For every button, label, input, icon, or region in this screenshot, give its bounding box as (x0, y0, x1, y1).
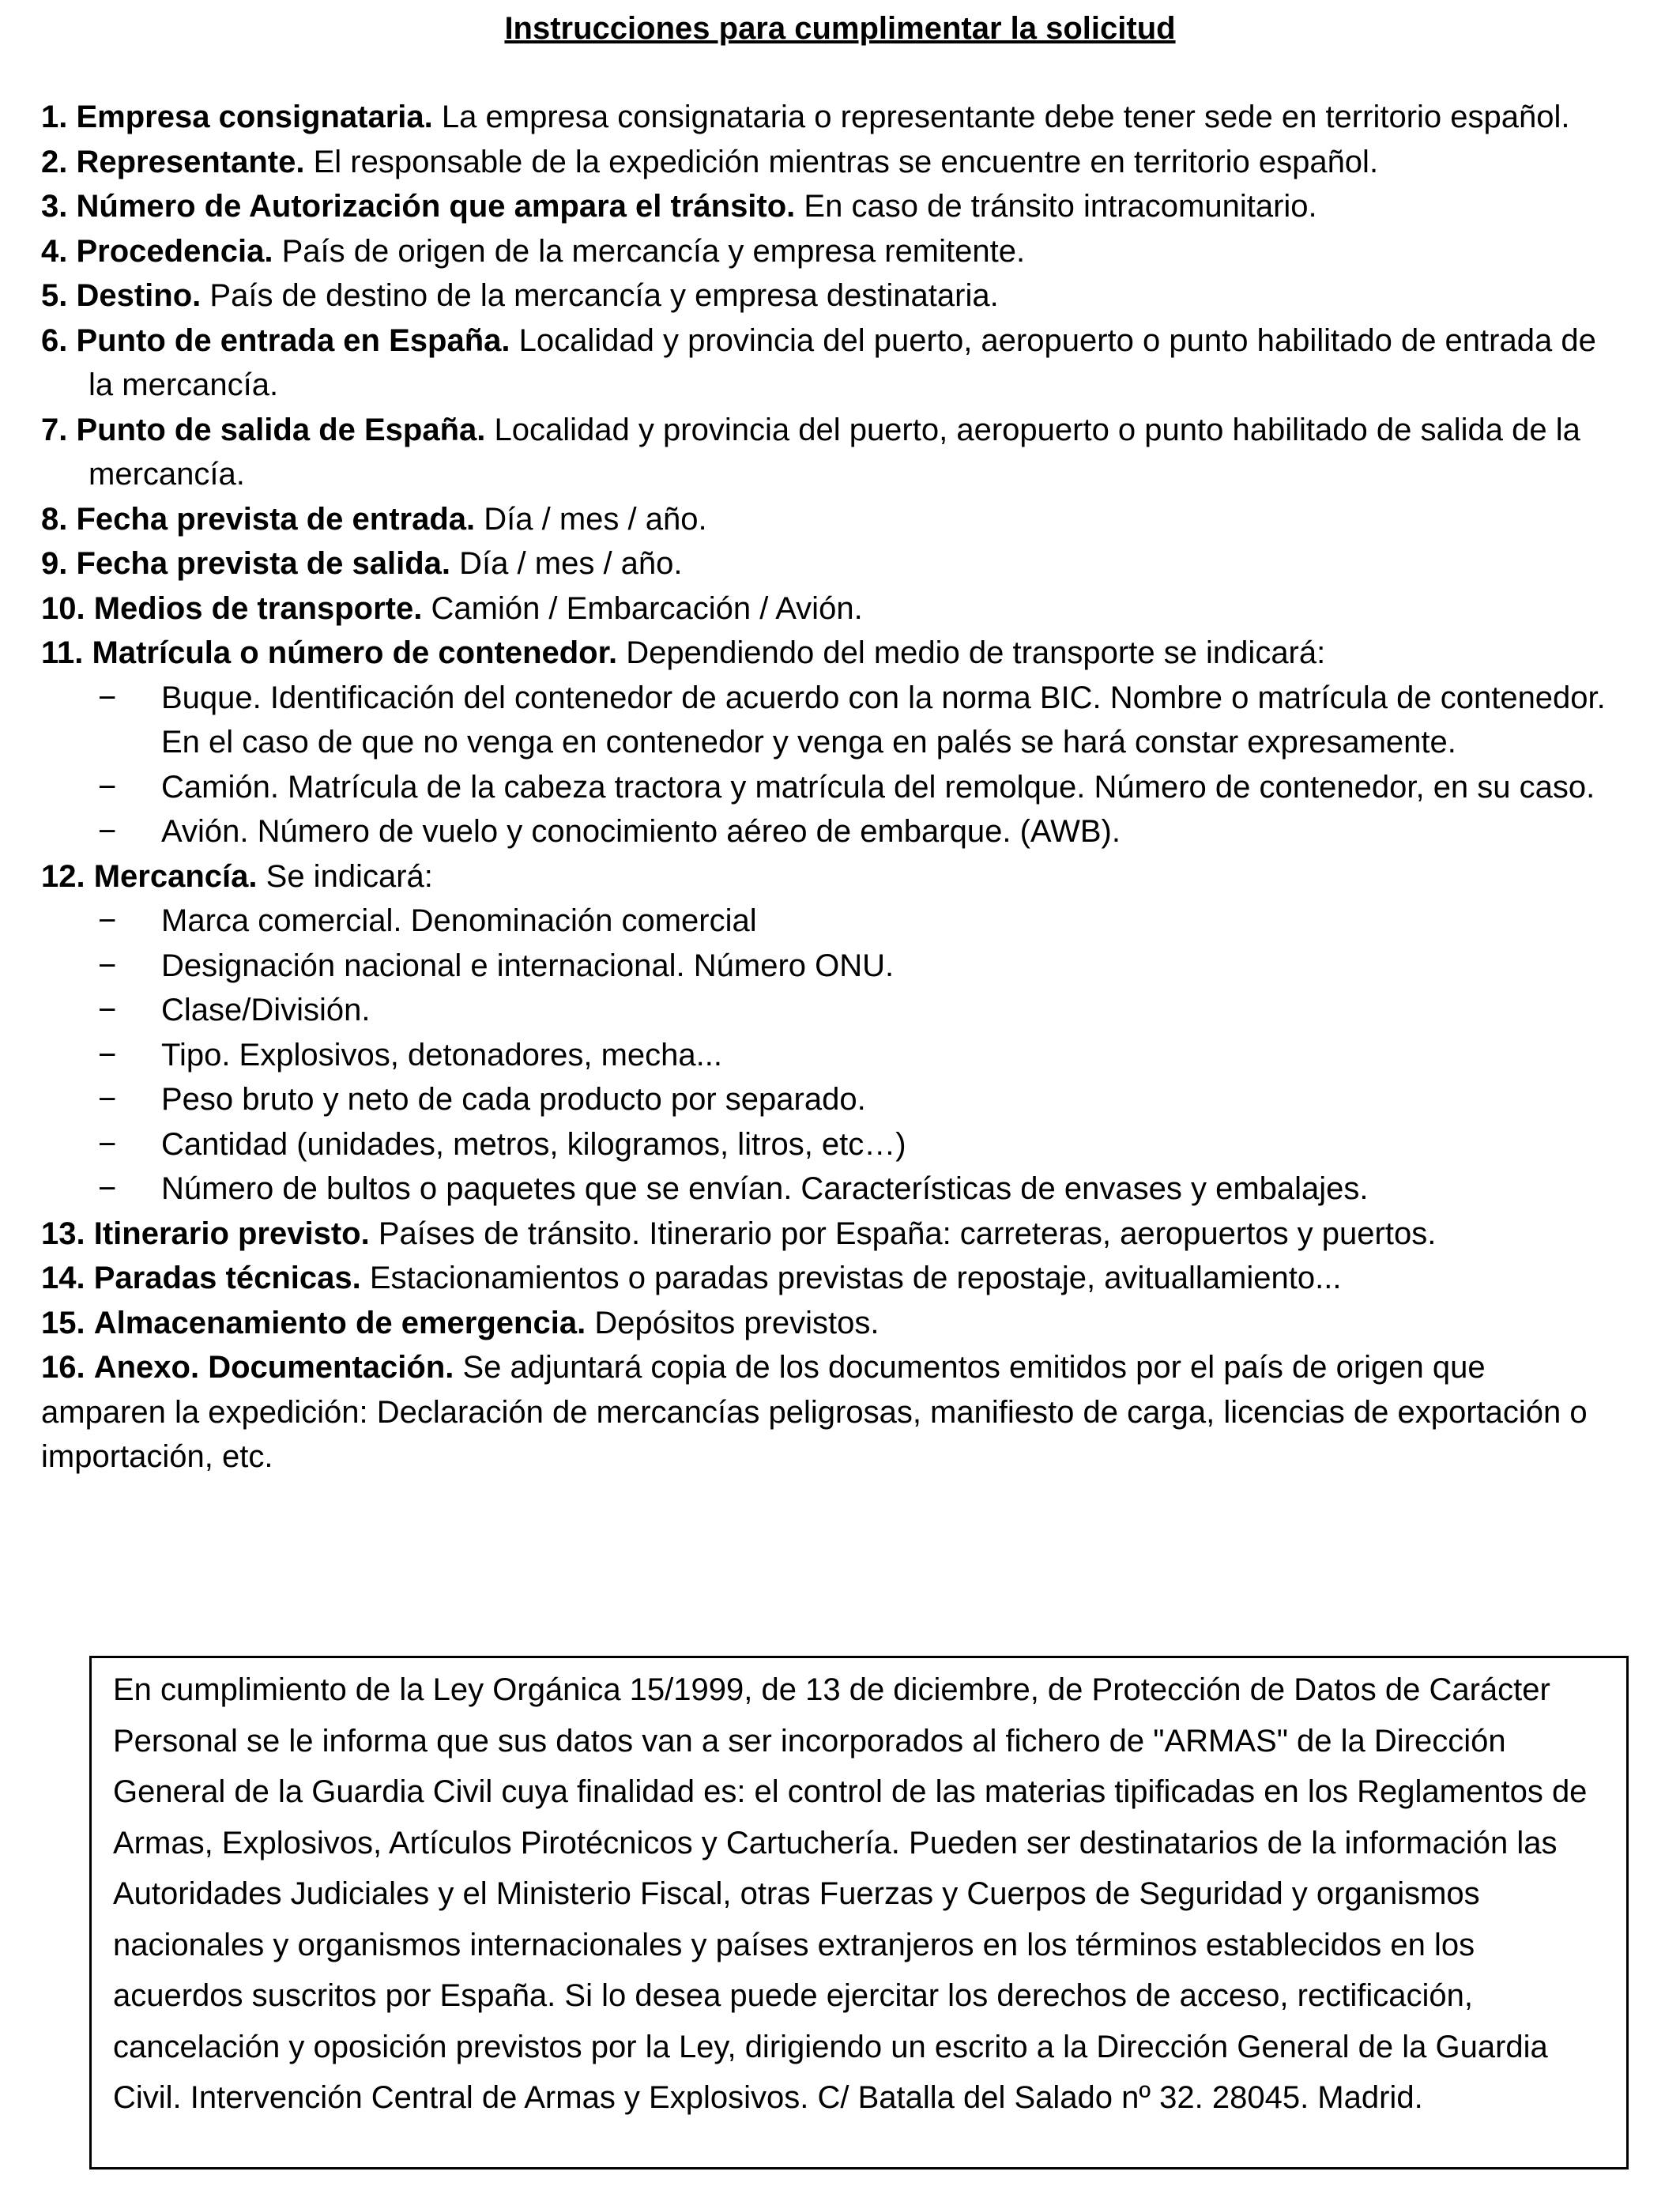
dash-bullet: − (98, 1126, 117, 1162)
sub-item (41, 1122, 1614, 1167)
dash-bullet: − (98, 1037, 117, 1072)
list-item (41, 95, 1614, 140)
sub-item (41, 1167, 1614, 1212)
item-heading: Matrícula o número de contenedor. (92, 635, 618, 670)
sub-item (41, 1077, 1614, 1122)
item-number: 9. (41, 546, 68, 581)
instructions-list (41, 95, 1614, 1480)
item-heading: Mercancía. (93, 858, 258, 894)
item-number: 10. (41, 590, 85, 626)
list-item (41, 319, 1614, 408)
item-heading: Almacenamiento de emergencia. (93, 1305, 586, 1340)
page-title: Instrucciones para cumplimentar la solicitud (504, 11, 1176, 46)
item-text: Día / mes / año. (459, 546, 683, 581)
list-item (41, 1212, 1614, 1257)
item-text: Depósitos previstos. (594, 1305, 880, 1340)
sub-item-text: Camión. Matrícula de la cabeza tractora y matrícula del remolque. Número de contenedor, en su caso. (161, 769, 1595, 805)
item-heading: Procedencia. (76, 233, 273, 269)
item-text: País de destino de la mercancía y empresa destinataria. (209, 278, 999, 313)
item-heading: Punto de entrada en España. (76, 322, 510, 358)
item-text: En caso de tránsito intracomunitario. (804, 189, 1317, 224)
item-number: 3. (41, 189, 68, 224)
list-item (41, 273, 1614, 319)
sub-item-text: Clase/División. (161, 993, 371, 1027)
list-item (41, 631, 1614, 676)
item-number: 2. (41, 144, 68, 179)
item-text: La empresa consignataria o representante debe tener sede en territorio español. (441, 100, 1570, 134)
dash-bullet: − (98, 1171, 117, 1206)
item-heading: Fecha prevista de salida. (76, 546, 451, 581)
item-heading: Número de Autorización que ampara el tránsito. (76, 189, 796, 224)
dash-bullet: − (98, 769, 117, 805)
list-item (41, 541, 1614, 586)
item-number: 1. (41, 100, 68, 134)
list-item (41, 497, 1614, 542)
sub-item (41, 988, 1614, 1033)
item-text: El responsable de la expedición mientras se encuentre en territorio español. (313, 144, 1379, 179)
list-item (41, 408, 1614, 497)
sub-item-text: Peso bruto y neto de cada producto por separado. (161, 1082, 866, 1117)
list-item (41, 1256, 1614, 1301)
sub-item-text: Tipo. Explosivos, detonadores, mecha... (161, 1037, 722, 1072)
dash-bullet: − (98, 993, 117, 1027)
item-number: 4. (41, 233, 68, 269)
sub-item-text: Buque. Identificación del contenedor de acuerdo con la norma BIC. Nombre o matrícula de contenedor. En el caso de que no venga en contenedor y venga en palés se hará constar expresamente. (161, 680, 1606, 760)
item-text: Se indicará: (266, 858, 433, 894)
dash-bullet: − (98, 1082, 117, 1117)
item-number: 11. (41, 635, 84, 670)
item-heading: Paradas técnicas. (93, 1261, 361, 1295)
item-heading: Anexo. Documentación. (93, 1350, 454, 1385)
sub-item-text: Designación nacional e internacional. Número ONU. (161, 948, 895, 983)
item-number: 6. (41, 322, 68, 358)
item-text: Países de tránsito. Itinerario por España: carreteras, aeropuertos y puertos. (378, 1216, 1437, 1251)
sub-list (41, 899, 1614, 1212)
item-heading: Empresa consignataria. (76, 100, 433, 134)
sub-item-text: Cantidad (unidades, metros, kilogramos, litros, etc…) (161, 1126, 906, 1162)
item-number: 12. (41, 858, 85, 894)
dash-bullet: − (98, 903, 117, 938)
dash-bullet: − (98, 814, 117, 849)
sub-item (41, 765, 1614, 810)
sub-item (41, 676, 1614, 765)
sub-item (41, 809, 1614, 854)
item-text: País de origen de la mercancía y empresa remitente. (281, 233, 1026, 269)
item-text: Camión / Embarcación / Avión. (431, 590, 863, 626)
item-text: Estacionamientos o paradas previstas de repostaje, avituallamiento... (369, 1261, 1342, 1295)
sub-item (41, 1033, 1614, 1078)
item-text: Día / mes / año. (484, 501, 707, 537)
item-heading: Punto de salida de España. (76, 412, 486, 447)
item-heading: Destino. (76, 278, 202, 313)
item-number: 16. (41, 1350, 85, 1385)
item-number: 15. (41, 1305, 85, 1340)
sub-item-text: Avión. Número de vuelo y conocimiento aéreo de embarque. (AWB). (161, 814, 1121, 849)
item-heading: Itinerario previsto. (93, 1216, 370, 1251)
list-item (41, 140, 1614, 185)
item-number: 14. (41, 1261, 85, 1295)
sub-item-text: Número de bultos o paquetes que se envían. Características de envases y embalajes. (161, 1171, 1369, 1206)
item-heading: Fecha prevista de entrada. (76, 501, 476, 537)
item-text: Se adjuntará copia de los documentos emitidos por el país de origen que amparen la expedición: Declaración de mercancías peligrosas, manifiesto de carga, licencias de exportación o importación, etc. (41, 1350, 1588, 1474)
item-number: 8. (41, 501, 68, 537)
item-number: 7. (41, 412, 68, 447)
sub-item (41, 899, 1614, 944)
list-item (41, 229, 1614, 274)
dash-bullet: − (98, 680, 117, 715)
data-protection-notice (89, 1656, 1629, 2169)
item-number: 5. (41, 278, 68, 313)
item-heading: Medios de transporte. (93, 590, 423, 626)
item-text: Dependiendo del medio de transporte se indicará: (626, 635, 1326, 670)
list-item (41, 854, 1614, 899)
notice-text: En cumplimiento de la Ley Orgánica 15/1999, de 13 de diciembre, de Protección de Datos de Carácter Personal se le informa que sus datos van a ser incorporados al fichero de "ARMAS" de la Dirección General de la Guardia Civil cuya finalidad es: el control de las materias tipificadas en los Reglamentos de Armas, Explosivos, Artículos Pirotécnicos y Cartuchería. Pueden ser destinatarios de la información las Autoridades Judiciales y el Ministerio Fiscal, otras Fuerzas y Cuerpos de Seguridad y organismos nacionales y organismos internacionales y países extranjeros en los términos establecidos en los acuerdos suscritos por España. Si lo desea puede ejercitar los derechos de acceso, rectificación, cancelación y oposición previstos por la Ley, dirigiendo un escrito a la Dirección General de la Guardia Civil. Intervención Central de Armas y Explosivos. C/ Batalla del Salado nº 32. 28045. Madrid. (113, 1672, 1588, 2115)
item-text: Localidad y provincia del puerto, aeropuerto o punto habilitado de entrada de la mercancía. (89, 322, 1596, 402)
item-text: Localidad y provincia del puerto, aeropuerto o punto habilitado de salida de la mercancía. (89, 412, 1580, 492)
dash-bullet: − (98, 948, 117, 983)
sub-item-text: Marca comercial. Denominación comercial (161, 903, 757, 938)
sub-list (41, 676, 1614, 854)
list-item (41, 586, 1614, 631)
list-item (41, 1301, 1614, 1346)
item-number: 13. (41, 1216, 85, 1251)
sub-item (41, 944, 1614, 989)
item-heading: Representante. (76, 144, 305, 179)
list-item (41, 1345, 1614, 1480)
list-item (41, 184, 1614, 229)
